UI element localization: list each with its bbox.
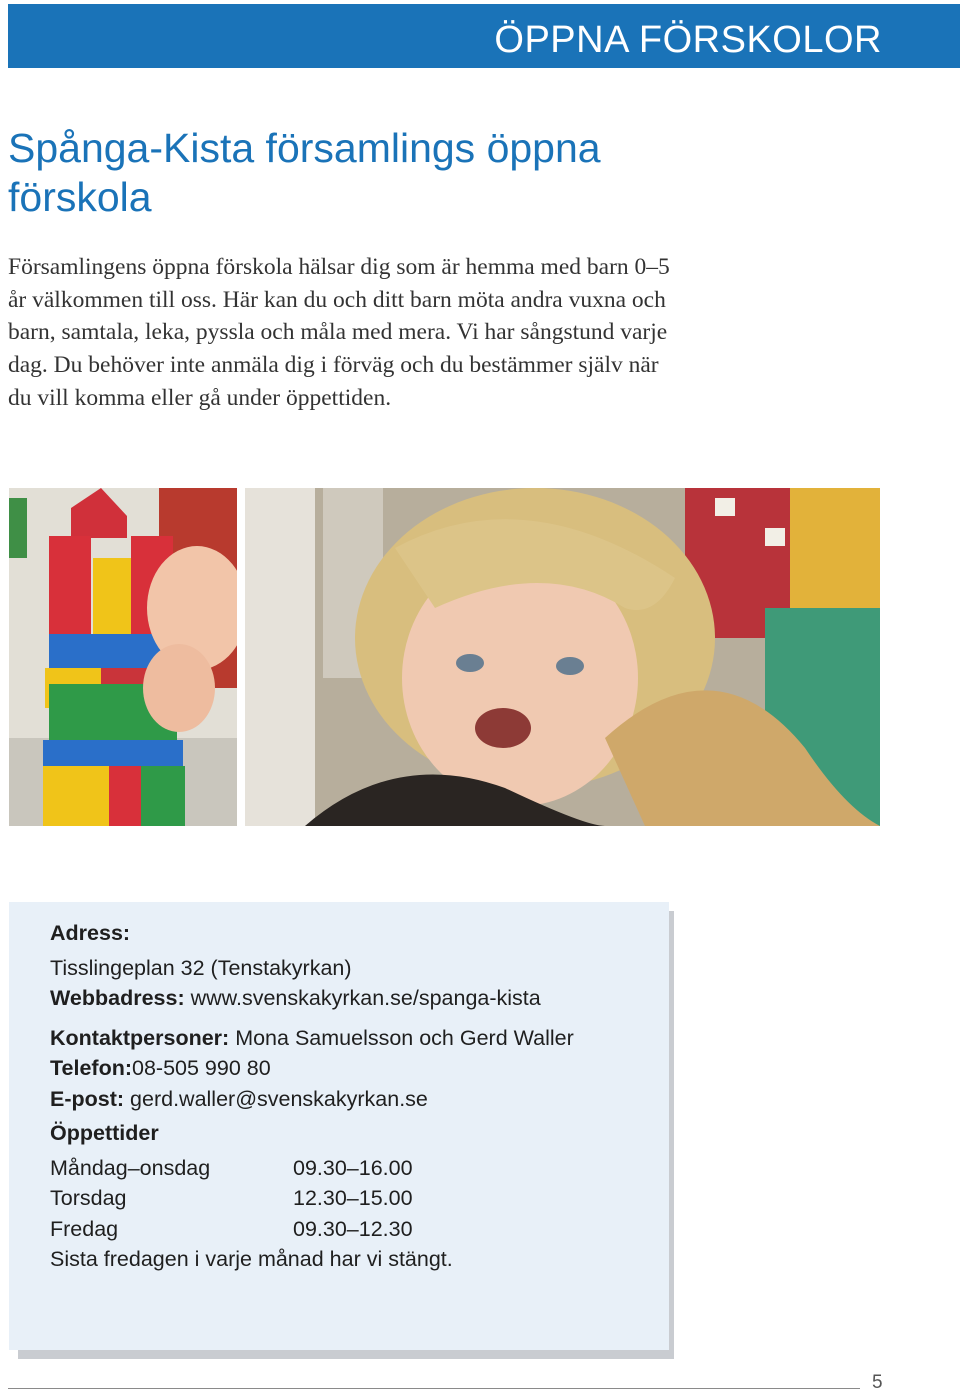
phone-label: Telefon: [50,1056,133,1080]
hours-time: 09.30–16.00 [293,1155,413,1180]
section-banner [8,4,960,68]
toy-blocks-illustration [9,488,237,826]
hours-day: Torsdag [50,1186,127,1210]
article-title: Spånga-Kista församlings öppna förskola [8,125,601,220]
toy-blocks-photo [9,488,237,826]
closed-note: Sista fredagen i varje månad har vi stängt. [50,1247,453,1271]
contacts-value: Mona Samuelsson och Gerd Waller [235,1025,574,1050]
contact-info [50,918,670,1275]
page-number: 5 [872,1372,883,1393]
address-value: Tisslingeplan 32 (Tenstakyrkan) [50,955,352,980]
email-link[interactable]: gerd.waller@svenskakyrkan.se [130,1086,428,1111]
hours-time: 12.30–15.00 [293,1186,413,1210]
article-intro: Församlingens öppna förskola hälsar dig som är hemma med barn 0–5 år välkommen till oss. Här kan du och ditt barn möta andra vuxna och barn, samtala, leka, pyssla och måla med mera. Vi har sångstund varje dag. Du behöver inte anmäla dig i förväg och du bestämmer själv när du vill komma eller gå under öppettiden. [8,254,670,411]
hours-row [50,1214,670,1245]
hours-time: 09.30–12.30 [293,1216,413,1241]
phone-value: 08-505 990 80 [132,1056,271,1080]
hours-heading: Öppettider [50,1121,159,1145]
email-label: E-post: [50,1086,125,1111]
address-label: Adress: [50,921,131,945]
section-title: ÖPPNA FÖRSKOLOR [494,19,882,61]
web-link[interactable]: www.svenskakyrkan.se/spanga-kista [190,986,541,1010]
hours-row [50,1183,670,1214]
child-photo [245,488,880,826]
web-label: Webbadress: [50,986,185,1010]
child-portrait-illustration [245,488,880,826]
hours-row [50,1153,670,1184]
contacts-label: Kontaktpersoner: [50,1025,230,1050]
hours-day: Måndag–onsdag [50,1155,211,1180]
hours-day: Fredag [50,1216,119,1241]
footer-rule [8,1388,860,1389]
